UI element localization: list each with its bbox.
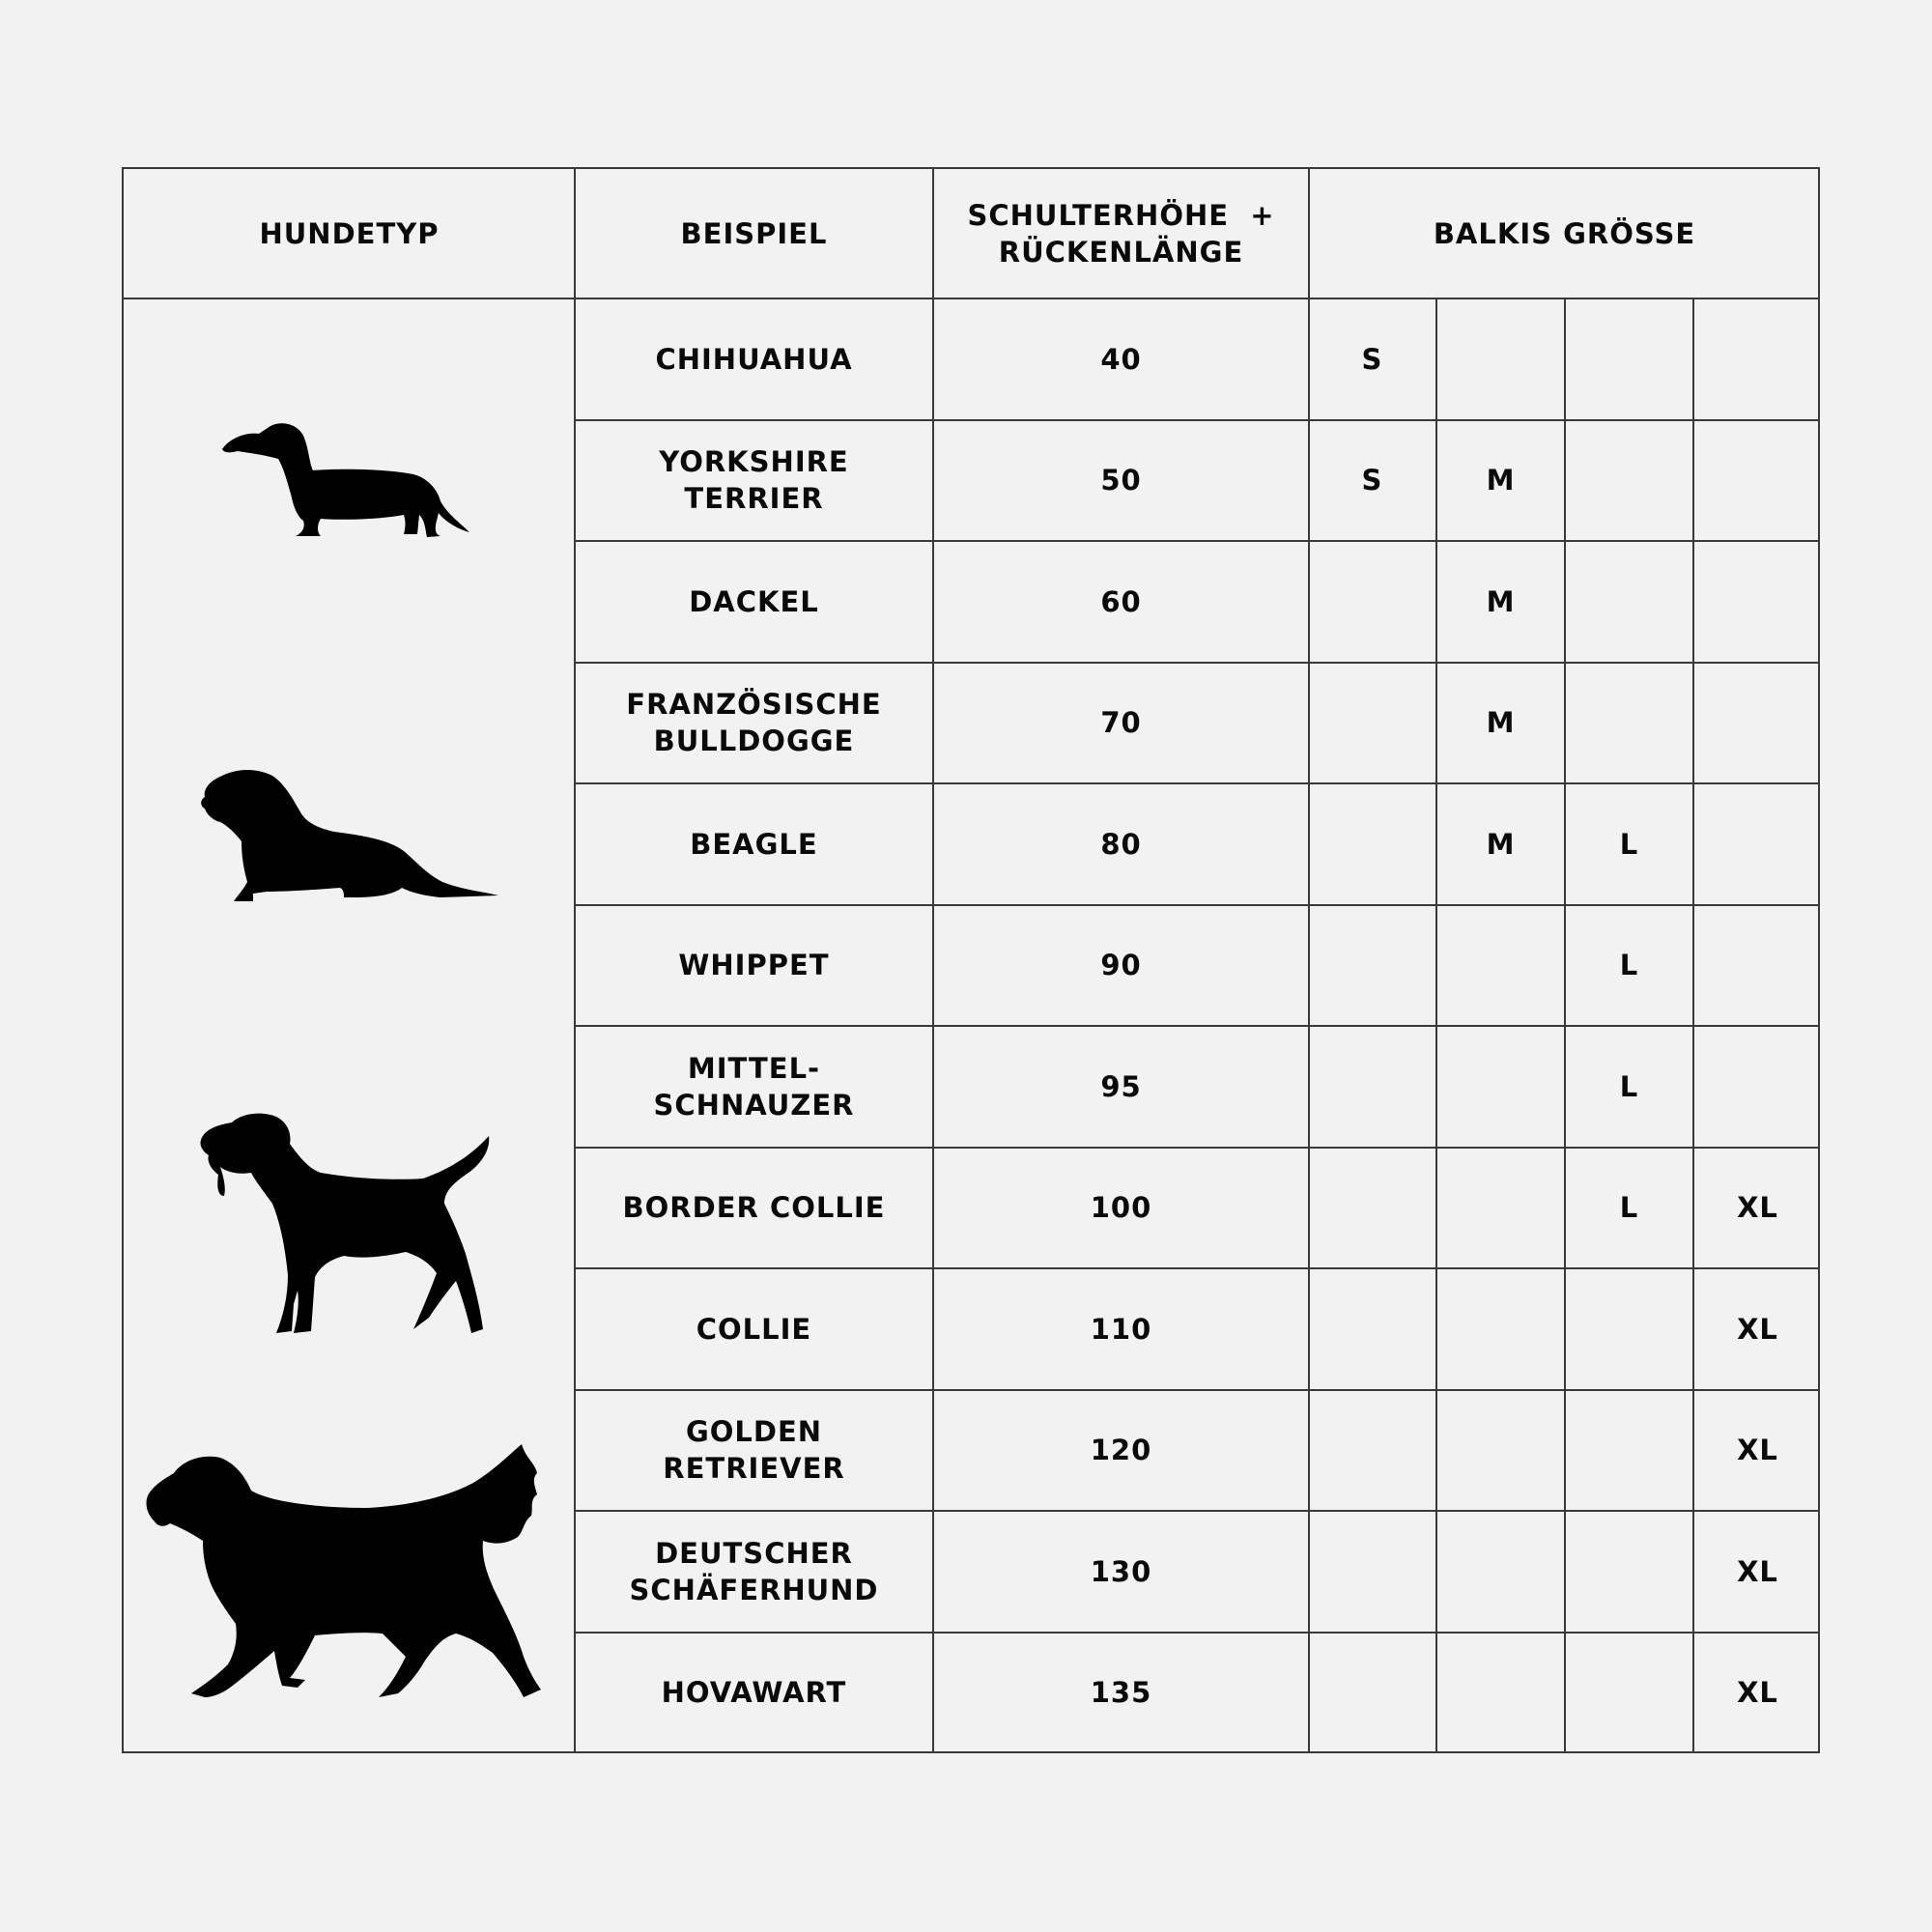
size-cell bbox=[1566, 298, 1692, 420]
breed-name-cell bbox=[575, 663, 933, 784]
breed-name-line: WHIPPET bbox=[678, 949, 830, 982]
breed-name-cell bbox=[575, 1511, 933, 1633]
size-cell bbox=[1694, 783, 1821, 905]
breed-name-line: FRANZÖSISCHE bbox=[626, 688, 882, 722]
size-cell bbox=[1437, 1026, 1564, 1148]
size-cell: S bbox=[1361, 464, 1383, 497]
breed-name-cell bbox=[575, 298, 933, 420]
breed-name-cell bbox=[575, 905, 933, 1027]
size-cell bbox=[1309, 1633, 1435, 1754]
size-chart-table bbox=[122, 167, 1820, 1753]
size-cell: M bbox=[1486, 584, 1516, 618]
size-cell bbox=[1694, 905, 1821, 1027]
breed-name-cell bbox=[575, 1390, 933, 1512]
breed-name-cell bbox=[575, 541, 933, 663]
pointer-dog-silhouette-icon bbox=[199, 1111, 508, 1335]
size-cell bbox=[1694, 541, 1821, 663]
measurement-cell: 95 bbox=[1100, 1069, 1142, 1103]
breed-name-line: RETRIEVER bbox=[663, 1452, 845, 1486]
breed-name-line: MITTEL- bbox=[687, 1051, 821, 1085]
size-cell bbox=[1309, 1390, 1435, 1512]
measurement-cell: 130 bbox=[1090, 1554, 1152, 1588]
basset-hound-silhouette-icon bbox=[199, 768, 500, 903]
header-hundetyp: HUNDETYP bbox=[259, 217, 440, 250]
breed-name-cell bbox=[575, 783, 933, 905]
breed-name-line: BULLDOGGE bbox=[653, 724, 855, 758]
breed-name-line: CHIHUAHUA bbox=[655, 342, 853, 376]
size-cell bbox=[1309, 905, 1435, 1027]
size-cell: L bbox=[1619, 1069, 1639, 1103]
measurement-cell: 70 bbox=[1100, 706, 1142, 740]
measurement-cell: 40 bbox=[1100, 342, 1142, 376]
header-rueckenlaenge: RÜCKENLÄNGE bbox=[998, 236, 1244, 269]
golden-retriever-silhouette-icon bbox=[145, 1444, 541, 1705]
breed-name-cell bbox=[575, 1268, 933, 1390]
size-cell bbox=[1309, 1148, 1435, 1269]
breed-name-cell bbox=[575, 420, 933, 542]
breed-name-line: GOLDEN bbox=[685, 1415, 823, 1449]
size-cell bbox=[1309, 783, 1435, 905]
breed-name-cell bbox=[575, 1148, 933, 1269]
size-cell bbox=[1566, 1390, 1692, 1512]
size-cell bbox=[1309, 1268, 1435, 1390]
measurement-cell: 135 bbox=[1090, 1676, 1152, 1710]
size-cell: M bbox=[1486, 827, 1516, 861]
breed-name-line: DACKEL bbox=[689, 584, 819, 618]
size-cell: M bbox=[1486, 464, 1516, 497]
measurement-cell: 100 bbox=[1090, 1191, 1152, 1225]
measurement-cell: 120 bbox=[1090, 1434, 1152, 1467]
breed-name-line: HOVAWART bbox=[661, 1676, 847, 1710]
size-cell bbox=[1437, 1511, 1564, 1633]
size-cell bbox=[1694, 663, 1821, 784]
breed-name-line: BORDER COLLIE bbox=[622, 1191, 886, 1225]
measurement-cell: 110 bbox=[1090, 1312, 1152, 1346]
dachshund-silhouette-icon bbox=[220, 420, 471, 541]
size-cell bbox=[1437, 1390, 1564, 1512]
size-cell bbox=[1566, 541, 1692, 663]
measurement-cell: 50 bbox=[1100, 464, 1142, 497]
header-schulterhoehe: SCHULTERHÖHE + bbox=[967, 199, 1275, 232]
size-cell: XL bbox=[1737, 1554, 1778, 1588]
size-cell bbox=[1437, 1633, 1564, 1754]
breed-name-cell bbox=[575, 1026, 933, 1148]
size-cell: XL bbox=[1737, 1191, 1778, 1225]
size-cell bbox=[1694, 420, 1821, 542]
breed-name-line: TERRIER bbox=[684, 482, 824, 516]
size-cell bbox=[1437, 298, 1564, 420]
breed-name-line: YORKSHIRE bbox=[659, 445, 849, 479]
size-cell bbox=[1309, 1026, 1435, 1148]
size-cell bbox=[1566, 420, 1692, 542]
size-cell bbox=[1566, 1633, 1692, 1754]
size-cell: XL bbox=[1737, 1676, 1778, 1710]
size-cell bbox=[1437, 1268, 1564, 1390]
size-cell bbox=[1694, 298, 1821, 420]
header-balkis-groesse: BALKIS GRÖSSE bbox=[1433, 217, 1696, 250]
header-beispiel: BEISPIEL bbox=[680, 217, 828, 250]
size-cell bbox=[1437, 905, 1564, 1027]
measurement-cell: 90 bbox=[1100, 949, 1142, 982]
breed-name-line: DEUTSCHER bbox=[655, 1536, 853, 1570]
header-schulterhoehe-rueckenlaenge bbox=[933, 169, 1309, 298]
size-cell bbox=[1309, 663, 1435, 784]
size-cell bbox=[1309, 541, 1435, 663]
size-cell: L bbox=[1619, 949, 1639, 982]
size-cell: XL bbox=[1737, 1434, 1778, 1467]
measurement-cell: 80 bbox=[1100, 827, 1142, 861]
size-cell: L bbox=[1619, 1191, 1639, 1225]
breed-name-cell bbox=[575, 1633, 933, 1754]
size-cell bbox=[1309, 1511, 1435, 1633]
size-cell bbox=[1566, 663, 1692, 784]
size-cell: M bbox=[1486, 706, 1516, 740]
size-cell bbox=[1566, 1268, 1692, 1390]
size-cell: S bbox=[1361, 342, 1383, 376]
breed-name-line: SCHNAUZER bbox=[653, 1088, 855, 1122]
breed-name-line: BEAGLE bbox=[690, 827, 818, 861]
size-cell: L bbox=[1619, 827, 1639, 861]
breed-name-line: SCHÄFERHUND bbox=[629, 1573, 879, 1606]
size-cell bbox=[1566, 1511, 1692, 1633]
measurement-cell: 60 bbox=[1100, 584, 1142, 618]
size-cell: XL bbox=[1737, 1312, 1778, 1346]
size-cell bbox=[1694, 1026, 1821, 1148]
size-cell bbox=[1437, 1148, 1564, 1269]
breed-name-line: COLLIE bbox=[696, 1312, 812, 1346]
